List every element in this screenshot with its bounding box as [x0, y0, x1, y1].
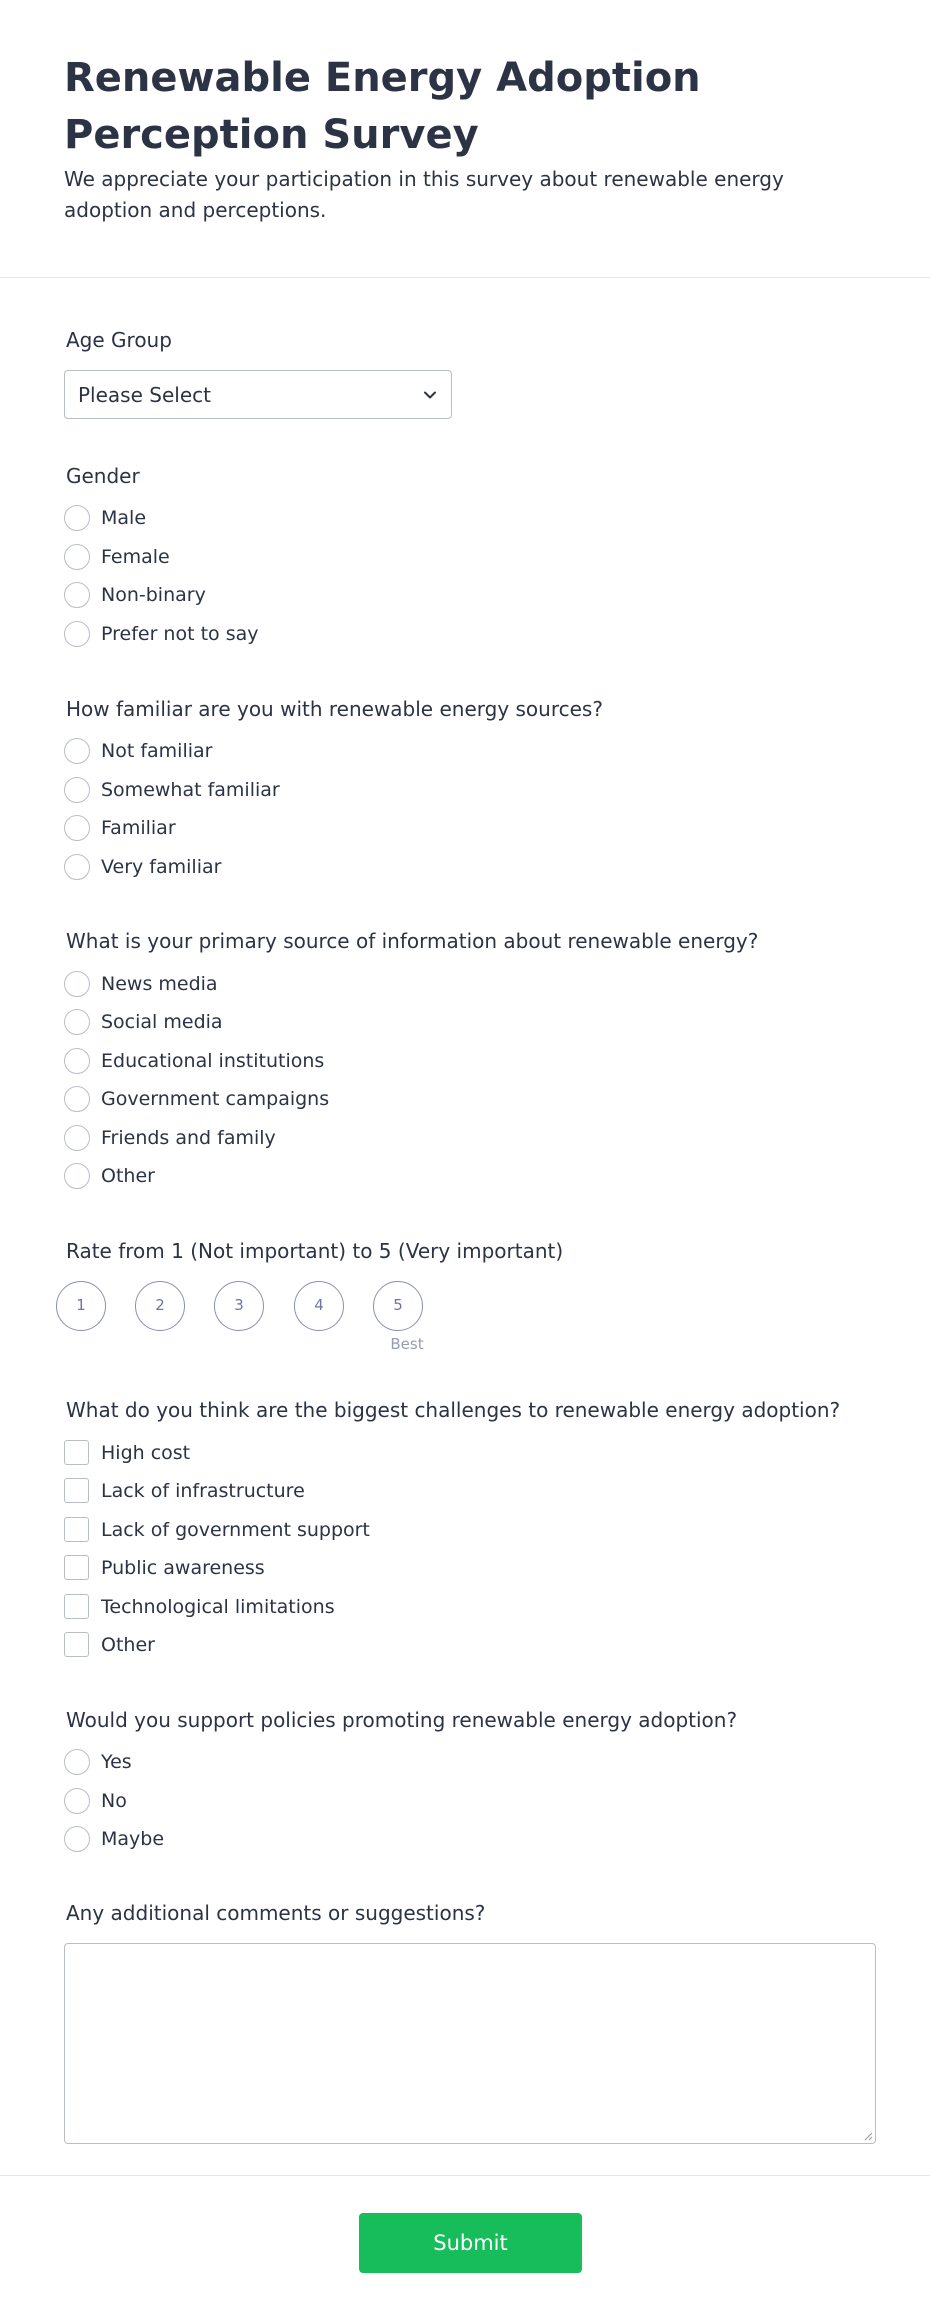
radio-button[interactable]: [64, 621, 90, 647]
option-label: Social media: [101, 1011, 223, 1033]
familiarity-label: How familiar are you with renewable energy sources?: [66, 697, 603, 721]
option-label: Government campaigns: [101, 1088, 330, 1110]
option-label: Technological limitations: [101, 1596, 335, 1618]
radio-button[interactable]: [64, 544, 90, 570]
radio-button[interactable]: [64, 582, 90, 608]
info-source-label: What is your primary source of information about renewable energy?: [66, 929, 759, 953]
age-group-select[interactable]: [64, 370, 452, 419]
radio-button[interactable]: [64, 854, 90, 880]
option-label: Female: [101, 546, 170, 568]
page-title: Renewable Energy Adoption Perception Survey: [64, 55, 701, 158]
rating-option-2[interactable]: 2: [135, 1281, 185, 1331]
option-label: Friends and family: [101, 1127, 276, 1149]
policy-support-label: Would you support policies promoting renewable energy adoption?: [66, 1708, 738, 1732]
radio-button[interactable]: [64, 1086, 90, 1112]
gender-label: Gender: [66, 464, 140, 488]
radio-button[interactable]: [64, 1009, 90, 1035]
radio-button[interactable]: [64, 1048, 90, 1074]
option-label: Yes: [101, 1751, 132, 1773]
footer-divider: [0, 2175, 930, 2176]
comments-label: Any additional comments or suggestions?: [66, 1901, 486, 1925]
checkbox[interactable]: [64, 1555, 89, 1580]
checkbox[interactable]: [64, 1594, 89, 1619]
radio-button[interactable]: [64, 1163, 90, 1189]
radio-button[interactable]: [64, 1826, 90, 1852]
chevron-down-icon: [419, 384, 441, 406]
challenges-label: What do you think are the biggest challenges to renewable energy adoption?: [66, 1398, 841, 1422]
checkbox[interactable]: [64, 1440, 89, 1465]
submit-button[interactable]: Submit: [359, 2213, 582, 2273]
checkbox[interactable]: [64, 1517, 89, 1542]
rating-option-3[interactable]: 3: [214, 1281, 264, 1331]
rating-option-4[interactable]: 4: [294, 1281, 344, 1331]
comments-textarea[interactable]: [64, 1943, 876, 2144]
age-group-selected-value: Please Select: [78, 383, 211, 407]
option-label: Maybe: [101, 1828, 165, 1850]
checkbox[interactable]: [64, 1632, 89, 1657]
option-label: Not familiar: [101, 740, 213, 762]
option-label: No: [101, 1790, 127, 1812]
radio-button[interactable]: [64, 738, 90, 764]
radio-button[interactable]: [64, 1125, 90, 1151]
option-label: Prefer not to say: [101, 623, 259, 645]
option-label: Very familiar: [101, 856, 222, 878]
option-label: Lack of government support: [101, 1519, 370, 1541]
rating-option-5[interactable]: 5: [373, 1281, 423, 1331]
option-label: Familiar: [101, 817, 176, 839]
radio-button[interactable]: [64, 505, 90, 531]
radio-button[interactable]: [64, 815, 90, 841]
option-label: Lack of infrastructure: [101, 1480, 305, 1502]
form-header: [0, 0, 930, 278]
resize-grip-icon[interactable]: [863, 2131, 873, 2141]
age-group-label: Age Group: [66, 328, 172, 352]
option-label: Educational institutions: [101, 1050, 325, 1072]
radio-button[interactable]: [64, 777, 90, 803]
option-label: Somewhat familiar: [101, 779, 280, 801]
rating-label: Rate from 1 (Not important) to 5 (Very important): [66, 1239, 564, 1263]
option-label: Non-binary: [101, 584, 206, 606]
page-subtitle: We appreciate your participation in this survey about renewable energy adoption and perceptions.: [64, 167, 784, 222]
option-label: Other: [101, 1165, 155, 1187]
option-label: Male: [101, 507, 147, 529]
option-label: Public awareness: [101, 1557, 265, 1579]
option-label: News media: [101, 973, 218, 995]
radio-button[interactable]: [64, 1749, 90, 1775]
rating-best-hint: Best: [390, 1335, 424, 1353]
checkbox[interactable]: [64, 1478, 89, 1503]
option-label: Other: [101, 1634, 155, 1656]
radio-button[interactable]: [64, 971, 90, 997]
option-label: High cost: [101, 1442, 191, 1464]
rating-option-1[interactable]: 1: [56, 1281, 106, 1331]
radio-button[interactable]: [64, 1788, 90, 1814]
